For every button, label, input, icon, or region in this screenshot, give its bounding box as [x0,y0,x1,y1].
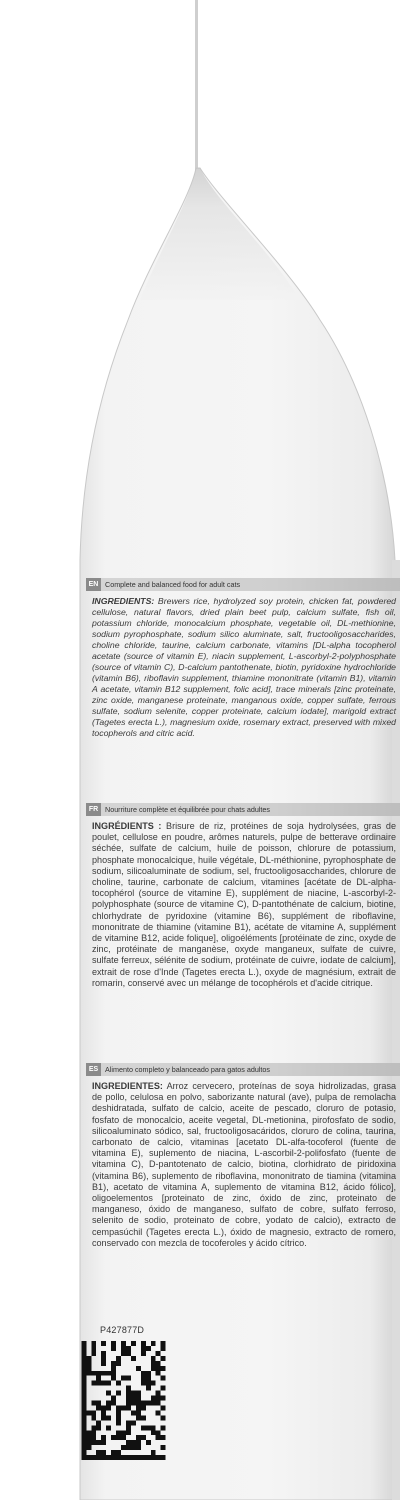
ingredients-section-fr [86,803,400,989]
ingredients-list-es: Arroz cervecero, proteínas de soya hidrolizadas, grasa de pollo, celulosa en polvo, saborizante natural (ave), pulpa de remolacha deshidratada, sulfato de calcio, aceite de pescado, cloruro de potasio, fosfato de monocalcio, aceite vegetal, DL-metionina, pirofosfato de sodio, silicoaluminato sódico, sal, fructooligosacáridos, cloruro de colina, taurina, carbonato de calcio, vitaminas [acetato DL-alfa-tocoferol (fuente de vitamina E), suplemento de niacina, L-ascorbil-2-polifosfato (fuente de vitamina C), D-pantotenato de calcio, biotina, clorhidrato de piridoxina (vitamina B6), suplemento de riboflavina, mononitrato de tiamina (vitamina B1), acetato de vitamina A, suplemento de vitamina B12, ácido fólico], oligoelementos [proteinato de zinc, óxido de zinc, proteinato de manganeso, óxido de manganeso, sulfato de cobre, sulfato ferroso, selenito de sodio, proteinato de cobre, yodato de calcio), extracto de cempasúchil (Tagetes erecta L.), óxido de magnesio, extracto de romero, conservado con mezcla de tocoferoles y ácido cítrico. [92,1081,396,1248]
ingredients-label-fr: INGRÉDIENTS : [92,821,162,831]
ingredients-label-es: INGREDIENTES: [92,1081,163,1091]
language-code-en: EN [86,578,101,591]
section-header-es [86,1063,400,1076]
ingredients-text-fr [86,816,400,989]
section-heading-fr: Nourriture complète et équilibrée pour chats adultes [105,805,271,814]
ingredients-list-fr: Brisure de riz, protéines de soja hydrolysées, gras de poulet, cellulose en poudre, arômes naturels, pulpe de betterave ordinaire séchée, sulfate de calcium, huile de poisson, chlorure de potassium, phosphate monocalcique, huile végétale, DL-méthionine, pyrophosphate de sodium, silicoaluminate de sodium, sel, fructooligosaccharides, chlorure de choline, taurine, carbonate de calcium, vitamines [acétate de DL-alpha-tocophérol (source de vitamine E), supplément de niacine, L-ascorbyl-2-polyphosphate (source de vitamine C), D-pantothénate de calcium, biotine, chlorhydrate de pyridoxine (vitamine B6), supplément de riboflavine, mononitrate de thiamine (vitamine B1), acétate de vitamine A, supplément de vitamine B12, acide folique], oligoéléments [protéinate de zinc, oxyde de zinc, protéinate de manganèse, oxyde manganeux, sulfate de cuivre, sulfate ferreux, sélénite de sodium, protéinate de cuivre, iodate de calcium], extrait de rose d'Inde (Tagetes erecta L.), oxyde de magnésium, extrait de romarin, conservé avec un mélange de tocophérols et d'acide citrique. [92,821,396,988]
section-heading-en: Complete and balanced food for adult cats [105,580,241,589]
section-heading-es: Alimento completo y balanceado para gatos adultos [105,1065,271,1074]
product-code: P427877D [100,1325,145,1335]
ingredients-section-en [86,578,400,739]
bag-top-shading [140,168,300,300]
section-header-en [86,578,400,591]
data-matrix-barcode-icon [81,1341,166,1460]
ingredients-section-es [86,1063,400,1249]
bag-tab [195,0,198,170]
ingredients-text-es [86,1076,400,1249]
language-code-es: ES [86,1063,101,1076]
section-header-fr [86,803,400,816]
ingredients-list-en: Brewers rice, hydrolyzed soy protein, chicken fat, powdered cellulose, natural flavors, dried plain beet pulp, calcium sulfate, fish oil, potassium chloride, monocalcium phosphate, vegetable oil, DL-methionine, sodium pyrophosphate, sodium silico aluminate, salt, fructooligosaccharides, choline chloride, taurine, calcium carbonate, vitamins [DL-alpha tocopherol acetate (source of vitamin E), niacin supplement, L-ascorbyl-2-polyphosphate (source of vitamin C), D-calcium pantothenate, biotin, pyridoxine hydrochloride (vitamin B6), riboflavin supplement, thiamine mononitrate (vitamin B1), vitamin A acetate, vitamin B12 supplement, folic acid], trace minerals [zinc proteinate, zinc oxide, manganese proteinate, manganous oxide, copper sulfate, ferrous sulfate, sodium selenite, copper proteinate, calcium iodate], marigold extract (Tagetes erecta L.), magnesium oxide, rosemary extract, preserved with mixed tocopherols and citric acid. [92,596,396,738]
ingredients-text-en [86,591,400,739]
language-code-fr: FR [86,803,101,816]
ingredients-label-en: INGREDIENTS: [92,596,155,606]
